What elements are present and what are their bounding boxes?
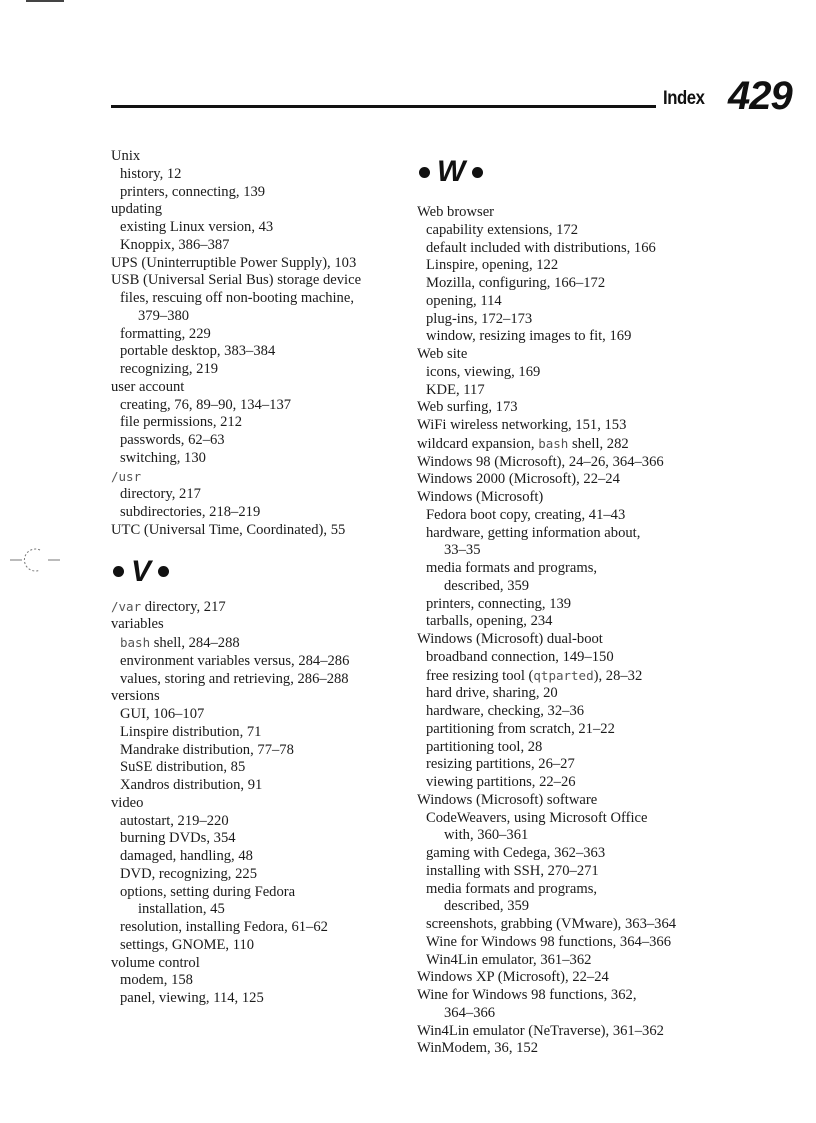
index-entry	[111, 326, 401, 344]
entry-text: partitioning from scratch, 21–22	[426, 720, 615, 737]
entry-text: updating	[111, 201, 163, 218]
index-entry	[111, 634, 401, 653]
index-entry	[111, 937, 401, 955]
entry-text: installing with SSH, 270–271	[426, 862, 599, 879]
entry-text: hardware, getting information about,	[426, 524, 641, 541]
index-column-right	[417, 148, 717, 1058]
code-term: /var	[111, 598, 142, 614]
index-entry	[111, 706, 401, 724]
index-entry	[417, 721, 717, 739]
section-heading	[111, 546, 401, 598]
entry-text: recognizing, 219	[120, 361, 219, 377]
entry-text: creating, 76, 89–90, 134–137	[120, 396, 292, 413]
entry-text: Web browser	[417, 204, 495, 220]
entry-text: shell, 284–288	[150, 635, 240, 651]
index-entry	[417, 240, 717, 258]
index-entry	[111, 450, 401, 468]
entry-text: printers, connecting, 139	[426, 595, 572, 612]
entry-text: options, setting during Fedora	[120, 883, 296, 900]
index-entry	[111, 759, 401, 777]
entry-text: directory, 217	[120, 486, 201, 503]
section-letter: V	[131, 554, 152, 588]
index-entry	[417, 898, 717, 916]
index-entry	[417, 756, 717, 774]
index-entry	[111, 255, 401, 273]
entry-text: portable desktop, 383–384	[120, 343, 276, 360]
index-entry	[417, 382, 717, 400]
entry-text: Windows (Microsoft) software	[417, 791, 598, 808]
index-entry	[417, 222, 717, 240]
bullet-icon	[472, 167, 483, 178]
entry-text: viewing partitions, 22–26	[426, 774, 576, 790]
entry-text: media formats and programs,	[426, 560, 598, 576]
entry-text: DVD, recognizing, 225	[120, 865, 257, 882]
index-entry	[111, 201, 401, 219]
code-term: qtparted	[533, 667, 594, 683]
index-entry	[111, 919, 401, 937]
index-entry	[417, 969, 717, 987]
entry-text: shell, 282	[568, 435, 629, 452]
index-entry	[417, 578, 717, 596]
entry-text: WiFi wireless networking, 151, 153	[417, 417, 627, 433]
index-entry	[417, 810, 717, 828]
index-entry	[111, 219, 401, 237]
index-entry	[111, 848, 401, 866]
index-entry	[417, 364, 717, 382]
index-entry	[111, 522, 401, 540]
index-entry	[417, 257, 717, 275]
index-entry	[417, 454, 717, 472]
index-entry	[417, 667, 717, 686]
entry-text: resolution, installing Fedora, 61–62	[120, 919, 328, 935]
entry-text: Wine for Windows 98 functions, 362,	[417, 987, 637, 1003]
index-entry	[111, 184, 401, 202]
entry-text: settings, GNOME, 110	[120, 936, 255, 953]
entry-text: switching, 130	[120, 449, 206, 466]
index-entry	[417, 417, 717, 435]
index-entry	[111, 432, 401, 450]
index-entry	[111, 486, 401, 504]
entry-text: screenshots, grabbing (VMware), 363–364	[426, 916, 677, 932]
entry-text: tarballs, opening, 234	[426, 613, 553, 630]
code-term: /usr	[111, 468, 142, 484]
index-entry	[111, 308, 401, 326]
entry-text: plug-ins, 172–173	[426, 310, 533, 327]
index-entry	[111, 795, 401, 813]
entry-text: partitioning tool, 28	[426, 738, 543, 755]
index-entry	[417, 827, 717, 845]
entry-text: installation, 45	[138, 901, 225, 918]
entry-text: printers, connecting, 139	[120, 183, 266, 200]
index-entry	[417, 863, 717, 881]
entry-text: 33–35	[444, 542, 481, 559]
index-entry	[111, 813, 401, 831]
index-entry	[417, 774, 717, 792]
index-entry	[417, 542, 717, 560]
index-entry	[417, 685, 717, 703]
index-entry	[417, 293, 717, 311]
index-entry	[111, 148, 401, 166]
index-entry	[417, 613, 717, 631]
entry-text: icons, viewing, 169	[426, 363, 541, 380]
index-entry	[111, 598, 401, 617]
index-entry	[417, 792, 717, 810]
entry-text: files, rescuing off non-booting machine,	[120, 290, 354, 306]
entry-text: broadband connection, 149–150	[426, 648, 614, 665]
code-term: bash	[120, 635, 151, 650]
index-entry	[417, 507, 717, 525]
entry-text: ), 28–32	[593, 667, 643, 684]
entry-text: Windows (Microsoft)	[417, 489, 544, 505]
entry-text: formatting, 229	[120, 325, 211, 342]
index-entry	[111, 866, 401, 884]
bullet-icon	[113, 566, 124, 577]
header-rule	[111, 105, 656, 108]
entry-text: versions	[111, 688, 160, 705]
entry-text: KDE, 117	[426, 381, 485, 398]
entry-text: with, 360–361	[444, 827, 529, 844]
index-entry	[417, 560, 717, 578]
entry-text: directory, 217	[141, 598, 226, 615]
entry-text: Knoppix, 386–387	[120, 236, 230, 253]
index-entry	[111, 290, 401, 308]
entry-text: default included with distributions, 166	[426, 239, 656, 256]
index-entry	[111, 616, 401, 634]
section-heading	[417, 146, 717, 198]
bullet-icon	[158, 566, 169, 577]
index-entry	[417, 1040, 717, 1058]
entry-text: resizing partitions, 26–27	[426, 756, 575, 773]
index-entry	[417, 346, 717, 364]
entry-text: file permissions, 212	[120, 414, 243, 431]
entry-text: damaged, handling, 48	[120, 848, 253, 864]
index-entry	[417, 435, 717, 454]
index-entry	[111, 742, 401, 760]
index-entry	[111, 901, 401, 919]
index-entry	[417, 489, 717, 507]
index-entry	[111, 830, 401, 848]
section-letter: W	[437, 155, 466, 189]
entry-text: 364–366	[444, 1004, 496, 1021]
entry-text: hardware, checking, 32–36	[426, 703, 585, 719]
index-entry	[111, 414, 401, 432]
entry-text: capability extensions, 172	[426, 221, 578, 238]
entry-text: subdirectories, 218–219	[120, 504, 261, 520]
entry-text: Windows (Microsoft) dual-boot	[417, 631, 603, 647]
entry-text: Xandros distribution, 91	[120, 777, 263, 793]
entry-text: volume control	[111, 954, 200, 971]
entry-text: Win4Lin emulator (NeTraverse), 361–362	[417, 1022, 664, 1039]
entry-text: Wine for Windows 98 functions, 364–366	[426, 933, 672, 950]
entry-text: hard drive, sharing, 20	[426, 685, 558, 702]
index-entry	[111, 724, 401, 742]
index-entry	[417, 987, 717, 1005]
entry-text: Win4Lin emulator, 361–362	[426, 951, 592, 968]
index-entry	[111, 237, 401, 255]
index-entry	[417, 1023, 717, 1041]
index-entry	[417, 631, 717, 649]
index-entry	[111, 777, 401, 795]
entry-text: Mozilla, configuring, 166–172	[426, 275, 606, 291]
entry-text: history, 12	[120, 165, 182, 182]
index-entry	[417, 934, 717, 952]
entry-text: GUI, 106–107	[120, 706, 205, 722]
entry-text: Unix	[111, 148, 141, 164]
index-entry	[417, 311, 717, 329]
entry-text: Web surfing, 173	[417, 399, 518, 416]
entry-text: Mandrake distribution, 77–78	[120, 741, 294, 758]
entry-text: environment variables versus, 284–286	[120, 652, 350, 669]
top-margin-rule	[26, 0, 64, 2]
entry-text: values, storing and retrieving, 286–288	[120, 670, 349, 687]
index-entry	[111, 955, 401, 973]
index-entry	[111, 468, 401, 487]
index-column-left	[111, 148, 401, 1008]
index-entry	[111, 397, 401, 415]
page-number: 429	[728, 74, 792, 118]
index-entry	[111, 972, 401, 990]
index-entry	[111, 688, 401, 706]
entry-text: passwords, 62–63	[120, 432, 225, 448]
index-entry	[417, 881, 717, 899]
index-entry	[111, 379, 401, 397]
index-entry	[417, 1005, 717, 1023]
entry-text: media formats and programs,	[426, 880, 598, 897]
entry-text: existing Linux version, 43	[120, 219, 274, 235]
index-entry	[417, 471, 717, 489]
running-header-title: Index	[663, 88, 705, 109]
index-entry	[417, 739, 717, 757]
entry-text: Linspire, opening, 122	[426, 257, 559, 274]
entry-text: video	[111, 794, 144, 811]
index-entry	[417, 204, 717, 222]
entry-text: described, 359	[444, 577, 530, 594]
index-entry	[111, 653, 401, 671]
index-entry	[111, 504, 401, 522]
index-entry	[111, 343, 401, 361]
index-entry	[111, 166, 401, 184]
entry-text: Web site	[417, 346, 468, 362]
entry-text: variables	[111, 616, 164, 633]
entry-text: modem, 158	[120, 972, 193, 989]
code-term: bash	[538, 435, 569, 451]
entry-text: described, 359	[444, 898, 530, 915]
index-entry	[111, 272, 401, 290]
bullet-icon	[419, 167, 430, 178]
entry-text: Fedora boot copy, creating, 41–43	[426, 506, 626, 523]
entry-text: window, resizing images to fit, 169	[426, 328, 632, 345]
crop-mark-icon	[0, 546, 70, 576]
index-entry	[417, 525, 717, 543]
entry-text: user account	[111, 378, 185, 395]
entry-text: burning DVDs, 354	[120, 830, 236, 847]
index-entry	[111, 990, 401, 1008]
entry-text: UTC (Universal Time, Coordinated), 55	[111, 521, 346, 538]
entry-text: panel, viewing, 114, 125	[120, 990, 264, 1006]
entry-text: autostart, 219–220	[120, 812, 229, 829]
index-entry	[417, 596, 717, 614]
index-entry	[111, 884, 401, 902]
entry-text: UPS (Uninterruptible Power Supply), 103	[111, 254, 357, 271]
entry-text: USB (Universal Serial Bus) storage device	[111, 272, 362, 289]
index-entry	[111, 671, 401, 689]
entry-text: 379–380	[138, 307, 190, 324]
entry-text: gaming with Cedega, 362–363	[426, 845, 606, 861]
entry-text: CodeWeavers, using Microsoft Office	[426, 809, 648, 826]
entry-text: SuSE distribution, 85	[120, 759, 246, 776]
index-entry	[417, 275, 717, 293]
index-entry	[417, 328, 717, 346]
entry-text: Windows 2000 (Microsoft), 22–24	[417, 471, 620, 488]
index-entry	[417, 916, 717, 934]
index-entry	[111, 361, 401, 379]
entry-text: opening, 114	[426, 292, 502, 309]
entry-text: Linspire distribution, 71	[120, 723, 262, 740]
index-entry	[417, 952, 717, 970]
index-entry	[417, 399, 717, 417]
entry-text: WinModem, 36, 152	[417, 1040, 539, 1057]
index-entry	[417, 703, 717, 721]
entry-text: Windows XP (Microsoft), 22–24	[417, 969, 609, 986]
index-entry	[417, 845, 717, 863]
entry-text: wildcard expansion,	[417, 435, 539, 452]
index-entry	[417, 649, 717, 667]
entry-text: Windows 98 (Microsoft), 24–26, 364–366	[417, 453, 664, 470]
entry-text: free resizing tool (	[426, 667, 534, 684]
